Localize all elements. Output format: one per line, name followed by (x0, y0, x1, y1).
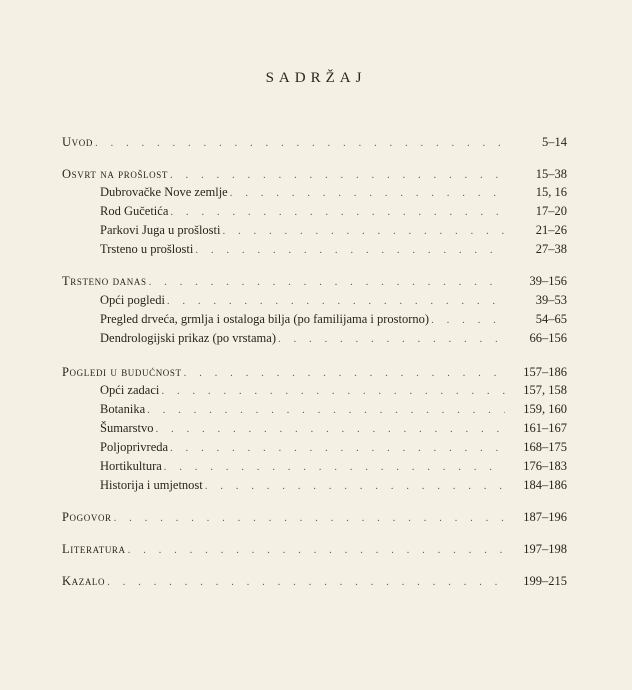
toc-entry-label: Poljoprivreda (100, 440, 169, 454)
toc-entry-label: Kazalo (62, 574, 106, 588)
toc-entry-sub (100, 401, 567, 417)
toc-entry-pogovor (62, 509, 567, 525)
dot-leader (147, 402, 505, 418)
dot-leader (149, 274, 505, 290)
toc-entry-pages: 187–196 (523, 510, 567, 524)
toc-entry-pages: 159, 160 (523, 402, 567, 416)
toc-entry-label: Pregled drveća, grmlja i ostaloga bilja (po familijama i prostorno) (100, 312, 430, 326)
dot-leader (195, 242, 505, 258)
toc-entry-pages: 27–38 (535, 242, 567, 256)
toc-entry-sub (100, 292, 567, 308)
dot-leader (278, 331, 505, 347)
dot-leader (230, 185, 505, 201)
toc-entry-pogledi (62, 364, 567, 380)
toc-entry-pages: 39–53 (535, 293, 567, 307)
dot-leader (155, 421, 505, 437)
toc-entry-label: Uvod (62, 135, 93, 149)
toc-entry-label: Parkovi Juga u prošlosti (100, 223, 221, 237)
toc-entry-pages: 168–175 (523, 440, 567, 454)
dot-leader (167, 293, 505, 309)
toc-entry-label: Trsteno u prošlosti (100, 242, 194, 256)
toc-entry-pages: 157, 158 (523, 383, 567, 397)
toc-entry-pages: 17–20 (535, 204, 567, 218)
toc-entry-pages: 66–156 (529, 331, 567, 345)
toc-entry-pages: 199–215 (523, 574, 567, 588)
dot-leader (161, 383, 505, 399)
toc-entry-label: Opći pogledi (100, 293, 165, 307)
toc-entry-label: Pogovor (62, 510, 112, 524)
dot-leader (431, 312, 505, 328)
toc-entry-sub (100, 382, 567, 398)
toc-entry-label: Opći zadaci (100, 383, 160, 397)
dot-leader (205, 478, 505, 494)
dot-leader (184, 365, 505, 381)
dot-leader (95, 135, 505, 151)
dot-leader (114, 510, 505, 526)
toc-entry-sub (100, 203, 567, 219)
dot-leader (170, 440, 505, 456)
toc-entry-label: Hortikultura (100, 459, 162, 473)
dot-leader (107, 574, 505, 590)
toc-entry-pages: 21–26 (535, 223, 567, 237)
toc-entry-pages: 54–65 (535, 312, 567, 326)
dot-leader (170, 204, 505, 220)
dot-leader (222, 223, 505, 239)
toc-entry-uvod (62, 134, 567, 150)
toc-entry-pages: 176–183 (523, 459, 567, 473)
toc-entry-label: Dendrologijski prikaz (po vrstama) (100, 331, 276, 345)
toc-entry-sub (100, 439, 567, 455)
dot-leader (170, 167, 505, 183)
toc-entry-pages: 15, 16 (535, 185, 567, 199)
toc-entry-sub (100, 311, 567, 327)
dot-leader (164, 459, 505, 475)
toc-entry-pages: 197–198 (523, 542, 567, 556)
toc-entry-label: Trsteno danas (62, 274, 147, 288)
toc-entry-label: Pogledi u budućnost (62, 365, 182, 379)
toc-entry-pages: 39–156 (529, 274, 567, 288)
toc-entry-sub (100, 241, 567, 257)
dot-leader (128, 542, 505, 558)
toc-entry-label: Botanika (100, 402, 146, 416)
toc-entry-sub (100, 420, 567, 436)
toc-entry-pages: 157–186 (523, 365, 567, 379)
toc-entry-sub (100, 222, 567, 238)
toc-entry-pages: 15–38 (535, 167, 567, 181)
toc-entry-label: Literatura (62, 542, 126, 556)
toc-entry-label: Historija i umjetnost (100, 478, 203, 492)
toc-entry-pages: 184–186 (523, 478, 567, 492)
toc-entry-sub (100, 458, 567, 474)
toc-entry-label: Šumarstvo (100, 421, 154, 435)
toc-entry-sub (100, 184, 567, 200)
toc-entry-literatura (62, 541, 567, 557)
toc-entry-label: Rod Gučetića (100, 204, 169, 218)
toc-entry-kazalo (62, 573, 567, 589)
toc-entry-label: Dubrovačke Nove zemlje (100, 185, 228, 199)
toc-entry-trsteno-danas (62, 273, 567, 289)
toc-entry-sub (100, 477, 567, 493)
toc-entry-pages: 5–14 (542, 135, 567, 149)
toc-entry-pages: 161–167 (523, 421, 567, 435)
page-title: SADRŽAJ (265, 70, 367, 86)
toc-entry-osvrt (62, 166, 567, 182)
toc-entry-sub (100, 330, 567, 346)
toc-entry-label: Osvrt na prošlost (62, 167, 168, 181)
